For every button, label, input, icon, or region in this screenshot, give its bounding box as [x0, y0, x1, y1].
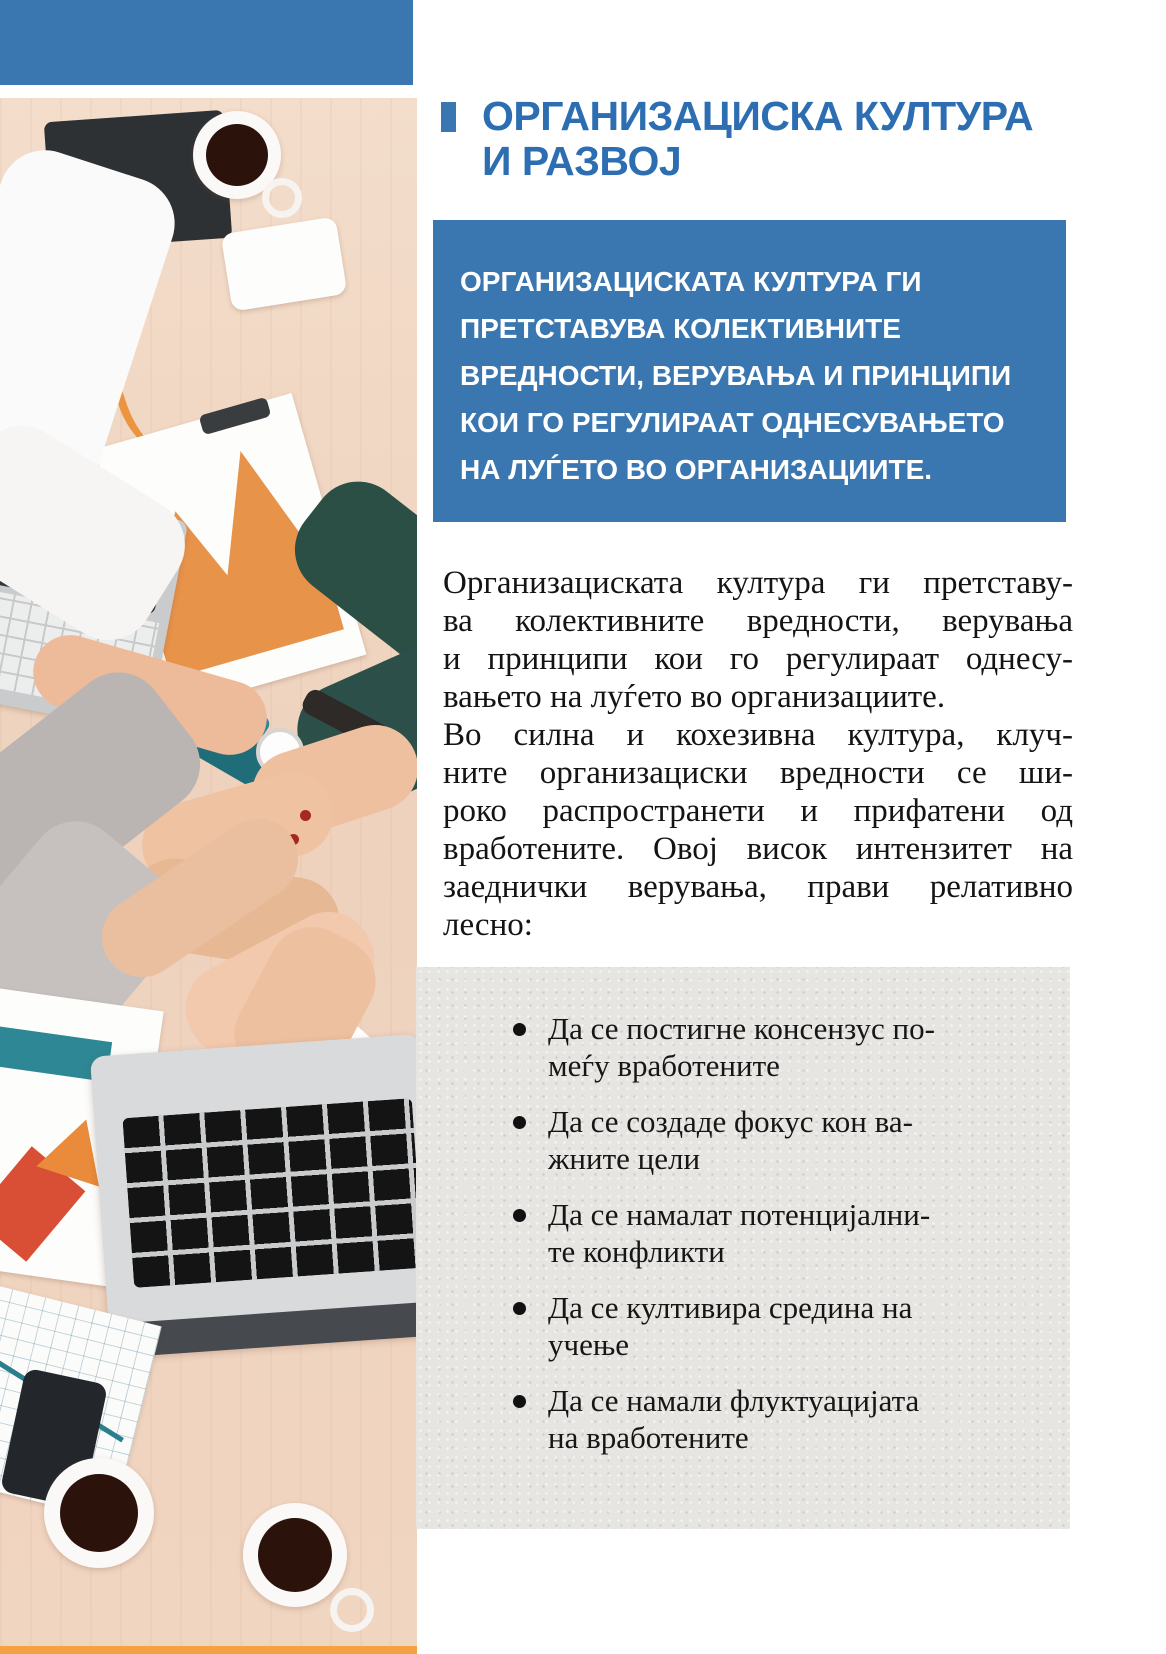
list-item	[513, 1103, 1070, 1177]
highlight-line: ПРЕТСТАВУВА КОЛЕКТИВНИТЕ	[460, 313, 901, 344]
list-item-line: учење	[548, 1327, 630, 1362]
highlight-line: ОРГАНИЗАЦИСКАТА КУЛТУРА ГИ	[460, 266, 922, 297]
body-line: роко распространети и прифатени од	[443, 793, 1073, 829]
list-item-line: Да се намалат потенцијални-	[548, 1197, 931, 1232]
highlight-line: КОИ ГО РЕГУЛИРААТ ОДНЕСУВАЊЕТО	[460, 407, 1005, 438]
coffee-mug-bottom-right-handle	[330, 1588, 374, 1632]
list-item-line: на вработените	[548, 1420, 749, 1455]
list-item-text	[548, 1382, 919, 1456]
title-bullet-marker	[441, 102, 456, 132]
list-item-line: Да се создаде фокус кон ва-	[548, 1104, 913, 1139]
red-nail-1	[300, 810, 311, 821]
list-item-line: те конфликти	[548, 1234, 725, 1269]
list-item-line: меѓу вработените	[548, 1048, 780, 1083]
body-line: заеднички верувања, прави релативно	[443, 869, 1073, 905]
list-item-line: Да се култивира средина на	[548, 1290, 913, 1325]
body-line: и принципи кои го регулираат однесу-	[443, 641, 1073, 677]
bottom-accent-bar	[0, 1646, 417, 1654]
list-item-text	[548, 1103, 913, 1177]
coffee-bottom-left	[60, 1474, 138, 1552]
body-line: лесно:	[443, 907, 533, 943]
bullet-dot-icon	[513, 1302, 526, 1315]
body-line: ва колективните вредности, верувања	[443, 603, 1073, 639]
body-line: вањето на луѓето во организациите.	[443, 679, 946, 715]
highlight-box	[433, 220, 1066, 522]
list-item	[513, 1196, 1070, 1270]
list-item-line: жните цели	[548, 1141, 701, 1176]
bullet-list	[513, 1010, 1070, 1456]
list-item-text	[548, 1010, 935, 1084]
page-title-line1: ОРГАНИЗАЦИСКА КУЛТУРА	[482, 93, 1034, 139]
bullet-panel	[416, 967, 1070, 1529]
body-paragraph	[443, 564, 1073, 944]
bullet-dot-icon	[513, 1023, 526, 1036]
laptop-bottom-keys	[122, 1098, 417, 1288]
body-line: ните организациски вредности се ши-	[443, 755, 1073, 791]
top-accent-bar	[0, 0, 413, 85]
bullet-dot-icon	[513, 1209, 526, 1222]
team-hands-photo	[0, 98, 417, 1646]
highlight-line: ВРЕДНОСТИ, ВЕРУВАЊА И ПРИНЦИПИ	[460, 360, 1012, 391]
bullet-dot-icon	[513, 1395, 526, 1408]
body-line: Во силна и кохезивна култура, клуч-	[443, 717, 1073, 753]
body-line: Организациската култура ги претставу-	[443, 565, 1073, 601]
list-item-line: Да се намали флуктуацијата	[548, 1383, 920, 1418]
bullet-dot-icon	[513, 1116, 526, 1129]
body-line: вработените. Овој висок интензитет на	[443, 831, 1073, 867]
coffee-top	[206, 124, 268, 186]
list-item-text	[548, 1196, 930, 1270]
highlight-line: НА ЛУЃЕТО ВО ОРГАНИЗАЦИИТЕ.	[460, 454, 933, 485]
coffee-mug-top-handle	[262, 178, 302, 218]
page-title-line2: И РАЗВОЈ	[482, 138, 682, 184]
list-item	[513, 1010, 1070, 1084]
title-block	[433, 94, 1070, 184]
list-item	[513, 1382, 1070, 1456]
list-item	[513, 1289, 1070, 1363]
coffee-bottom-right	[258, 1518, 332, 1592]
list-item-text	[548, 1289, 912, 1363]
list-item-line: Да се постигне консензус по-	[548, 1011, 935, 1046]
page-title	[482, 94, 1033, 184]
